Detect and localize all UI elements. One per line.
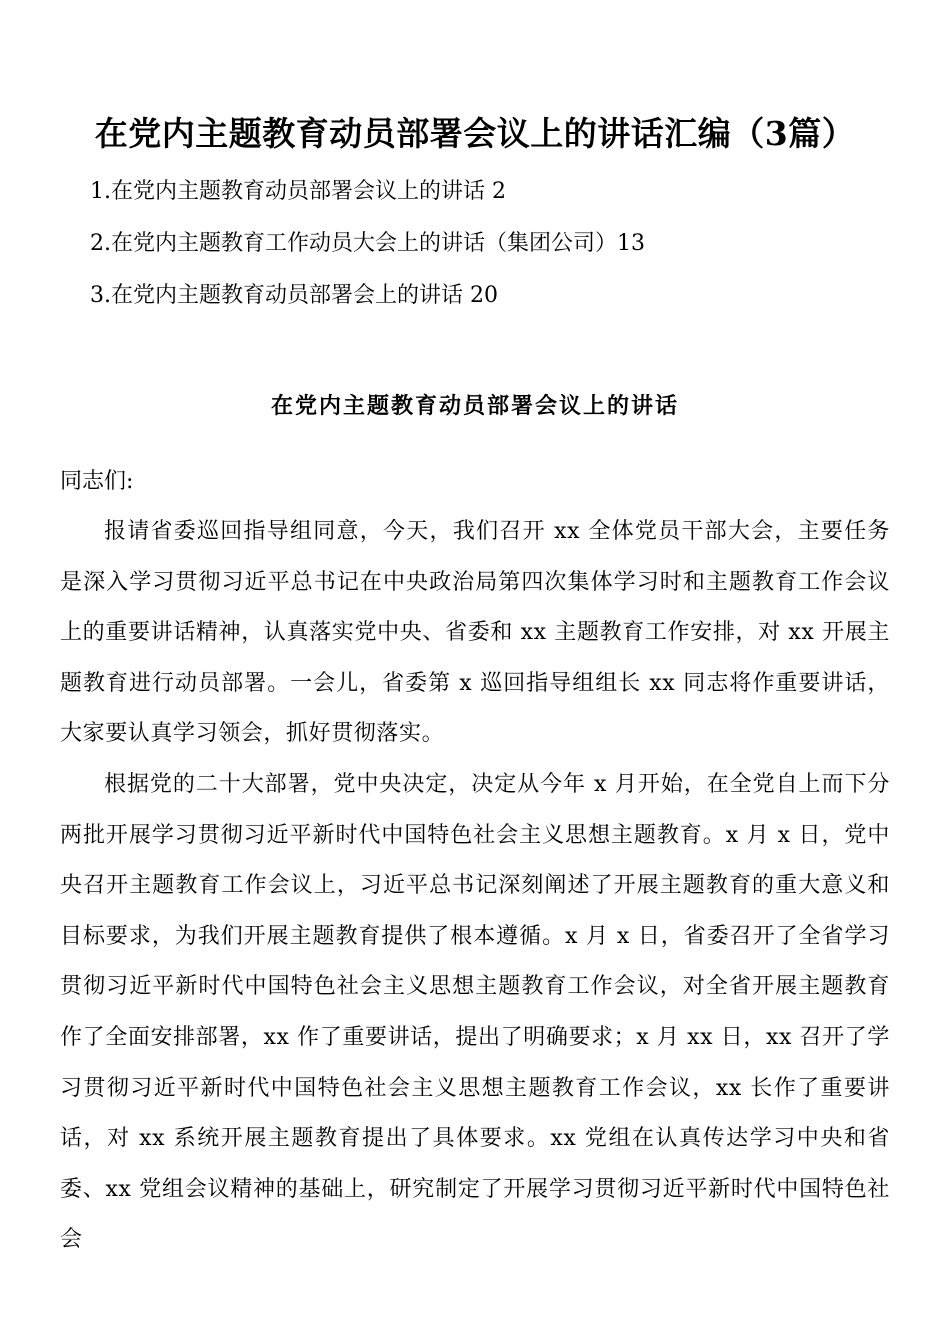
paragraph: 报请省委巡回指导组同意，今天，我们召开 xx 全体党员干部大会，主要任务是深入学习贯彻习近平总书记在中央政治局第四次集体学习时和主题教育工作会议上的重要讲话精神，认真落实党中央、省委和 xx 主题教育工作安排，对 xx 开展主题教育进行动员部署。一会儿，省委第 x 巡回指导组组长 xx 同志将作重要讲话，大家要认真学习领会，抓好贯彻落实。 <box>60 519 890 747</box>
toc-item[interactable]: 1.在党内主题教育动员部署会议上的讲话 2 <box>90 179 506 204</box>
toc-item[interactable]: 3.在党内主题教育动员部署会上的讲话 20 <box>90 283 498 308</box>
paragraph: 根据党的二十大部署，党中央决定，决定从今年 x 月开始，在全党自上而下分两批开展学习贯彻习近平新时代中国特色社会主义思想主题教育。x 月 x 日，党中央召开主题教育工作会议上，习近平总书记深刻阐述了开展主题教育的重大意义和目标要求，为我们开展主题教育提供了根本遵循。x 月 x 日，省委召开了全省学习贯彻习近平新时代中国特色社会主义思想主题教育工作会议，对全省开展主题教育作了全面安排部署，xx 作了重要讲话，提出了明确要求；x 月 xx 日，xx 召开了学习贯彻习近平新时代中国特色社会主义思想主题教育工作会议，xx 长作了重要讲话，对 xx 系统开展主题教育提出了具体要求。xx 党组在认真传达学习中央和省委、xx 党组会议精神的基础上，研究制定了开展学习贯彻习近平新时代中国特色社会 <box>60 771 890 1253</box>
document-title: 在党内主题教育动员部署会议上的讲话汇编（3篇） <box>94 114 856 154</box>
table-of-contents <box>90 166 910 322</box>
section-title: 在党内主题教育动员部署会议上的讲话 <box>270 393 679 420</box>
body-text <box>60 507 890 1266</box>
toc-item[interactable]: 2.在党内主题教育工作动员大会上的讲话（集团公司）13 <box>90 231 645 256</box>
greeting: 同志们: <box>60 469 134 494</box>
